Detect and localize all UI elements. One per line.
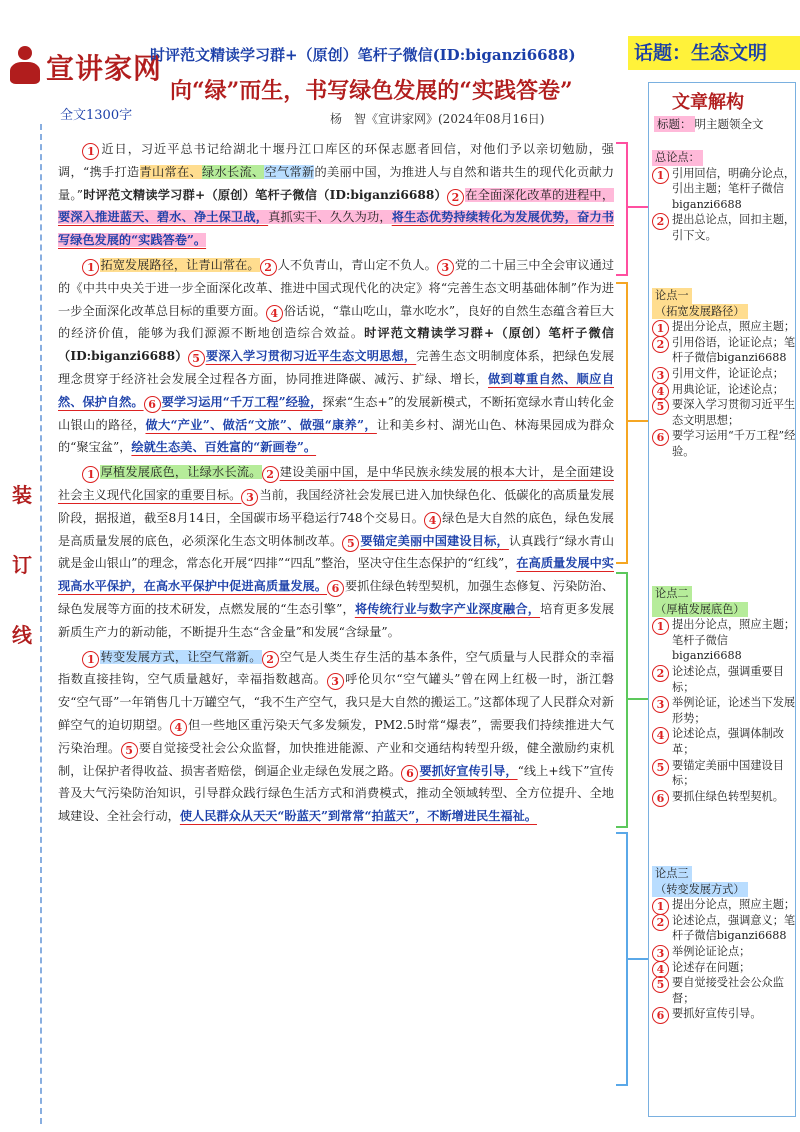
article-title: 向“绿”而生，书写绿色发展的“实践答卷”	[170, 78, 573, 104]
bracket-intro	[616, 142, 628, 276]
binding-char: 装	[12, 483, 32, 507]
word-count: 全文1300字	[60, 108, 133, 123]
article-body	[58, 138, 614, 828]
paragraph-intro: 1 近日，习近平总书记给湖北十堰丹江口库区的环保志愿者回信，对他们予以亲切勉励，强调，“携手打造青山常在、绿水长流、空气常新的美丽中国，为推进人与自然和谐共生的现代化贡献力量。”时评范文精读学习群+（原创）笔杆子微信（ID:biganzi6688） 2 在全面深化改革的进程中，要深入推进蓝天、碧水、净土保卫战，真抓实干、久久为功，将生态优势持续转化为发展优势，奋力书写绿色发展的“实践答卷”。	[58, 142, 615, 248]
topic-badge: 话题：生态文明	[628, 36, 800, 70]
binding-char: 线	[12, 623, 32, 647]
connector-intro	[628, 206, 648, 208]
connector-point-3	[628, 958, 648, 960]
sidebar-point-1: 论点一 （拓宽发展路径） 1 提出分论点，照应主题； 2 引用俗语，论证论点；笔杆子微信biganzi6688 3 引用文件，论证论点； 4 用典论证，论述论点； 5 要深入学习贯彻习近平生态文明思想； 6 要学习运用“千万工程”经验。	[652, 288, 796, 460]
site-logo	[6, 40, 166, 94]
headline-tag: 标题：	[654, 116, 695, 132]
binding-char: 订	[12, 553, 32, 577]
sidebar-headline-note: 标题： 明主题领全文	[654, 116, 764, 132]
num-1-icon: 1	[82, 143, 99, 160]
num-2-icon: 2	[447, 189, 464, 206]
paragraph-point-1: 1 拓宽发展路径，让青山常在。 2 人不负青山，青山定不负人。 3 党的二十届三中全会审议通过的《中共中央关于进一步全面深化改革、推进中国式现代化的决定》将“完善生态文明基础体制”作为进一步全面深化改革总目标的重要方面。 4 俗话说，“靠山吃山，靠水吃水”，良好的自然生态蕴含着巨大的经济价值，能够为我们源源不断地创造综合效益。时评范文精读学习群+（原创）笔杆子微信（ID:biganzi6688） 5 要深入学习贯彻习近平生态文明思想，完善生态文明制度体系，把绿色发展理念贯穿于经济社会发展全过程各方面，协同推进降碳、减污、扩绿、增长，做到尊重自然、顺应自然、保护自然。 6 要学习运用“千万工程”经验，探索“生态+”的发展新模式，不断拓宽绿水青山转化金山银山的路径，做大“产业”、做活“文旅”、做强“康养”，让和美乡村、湖光山色、林海果园成为群众的“聚宝盆”，绘就生态美、百姓富的“新画卷”。	[58, 257, 615, 455]
connector-point-2	[628, 698, 648, 700]
article-author: 杨 智《宣讲家网》(2024年08月16日)	[330, 112, 545, 126]
sidebar-point-3: 论点三 （转变发展方式） 1 提出分论点，照应主题； 2 论述论点，强调意义；笔杆子微信biganzi6688 3 举例论证论点； 4 论述存在问题； 5 要自觉接受社会公众监督； 6 要抓好宣传引导。	[652, 866, 796, 1022]
paragraph-point-2: 1 厚植发展底色，让绿水长流。 2 建设美丽中国，是中华民族永续发展的根本大计，是全面建设社会主义现代化国家的重要目标。 3 当前，我国经济社会发展已进入加快绿色化、低碳化的高质量发展阶段，据报道，截至8月14日，全国碳市场平稳运行748个交易日。 4 绿色是大自然的底色，绿色发展是高质量发展的底色，必须深化生态文明体制改革。 5 要锚定美丽中国建设目标，认真践行“绿水青山就是金山银山”的理念，常态化开展“四排”“四乱”整治，坚决守住生态保护的“红线”，在高质量发展中实现高水平保护，在高水平保护中促进高质量发展。 6 要抓住绿色转型契机，加强生态修复、污染防治、绿色发展等方面的技术研发，点燃发展的“生态引擎”，将传统行业与数字产业深度融合，培育更多发展新质生产力的新动能，不断提升生态“含金量”和发展“含绿量”。	[58, 465, 615, 639]
bracket-point-2	[616, 572, 628, 828]
connector-point-1	[628, 420, 648, 422]
binding-label	[10, 460, 34, 670]
binding-line	[40, 124, 43, 1124]
top-line: 时评范文精读学习群+（原创）笔杆子微信(ID:biganzi6688)	[150, 46, 576, 64]
bracket-point-3	[616, 832, 628, 1086]
sidebar-main-thesis: 总论点： 1 引用回信，明确分论点，引出主题；笔杆子微信biganzi6688 2 提出总论点，回扣主题，引下文。	[652, 150, 796, 244]
logo-text: 宣讲家网	[46, 52, 163, 85]
sidebar-point-2: 论点二 （厚植发展底色） 1 提出分论点，照应主题；笔杆子微信biganzi6688 2 论述论点，强调重要目标； 3 举例论证，论述当下发展形势； 4 论述论点，强调体制改革； 5 要锚定美丽中国建设目标； 6 要抓住绿色转型契机。	[652, 586, 796, 804]
logo-figure-icon	[6, 46, 46, 88]
sidebar-title: 文章解构	[672, 92, 744, 113]
paragraph-point-3: 1 转变发展方式，让空气常新。 2 空气是人类生存生活的基本条件，空气质量与人民群众的幸福指数直接挂钩，空气质量越好，幸福指数越高。 3 呼伦贝尔“空气罐头”曾在网上红极一时，浙江磐安“空气哥”一年销售几十万罐空气，“我不生产空气，我只是大自然的搬运工。”这都体现了人民群众对新鲜空气的迫切期望。 4 但一些地区重污染天气多发频发，PM2.5时常“爆表”，需要我们持续推进大气污染治理。 5 要自觉接受社会公众监督，加快推进能源、产业和交通结构转型升级，健全激励约束机制，让保护者得收益、损害者赔偿，倒逼企业走绿色发展之路。 6 要抓好宣传引导，“线上+线下”宣传普及大气污染防治知识，引导群众践行绿色生活方式和消费模式，推动全领域转型、全方位提升、全地域建设、全社会行动，使人民群众从天天“盼蓝天”到常常“拍蓝天”，不断增进民生福祉。	[58, 649, 615, 824]
bracket-point-1	[616, 282, 628, 564]
